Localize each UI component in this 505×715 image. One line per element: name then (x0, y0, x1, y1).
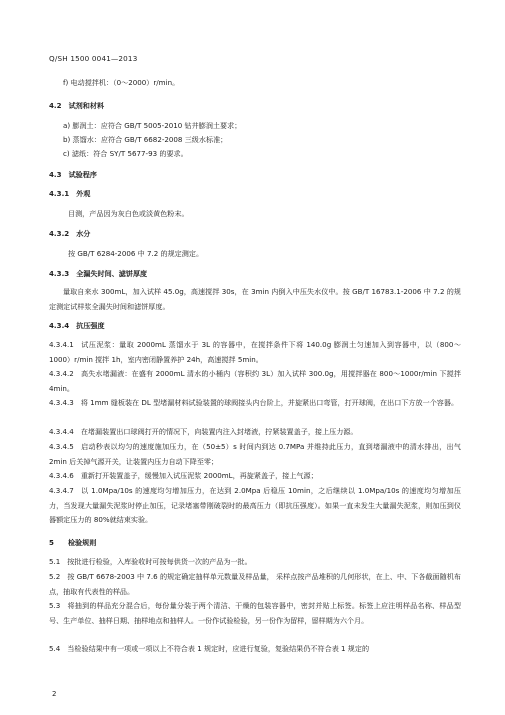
item-number: 4.3.4.7 (49, 486, 74, 495)
item-number: 4.3.4.2 (49, 369, 74, 378)
item-text: 按 GB/T 6678-2003 中 7.6 的规定确定抽样单元数量及样品量， 采样点按产品堆积的几何形状，在上、中、下各截面随机布点，抽取有代表性的样品。 (49, 572, 461, 596)
paragraph-leakage: 量取自来水 300mL，加入试样 45.0g，高速搅拌 30s，在 3min 内倒入中压失水仪中。按 GB/T 16783.1-2006 中 7.2 的规定测定试样浆全漏失时间和滤饼厚度。 (49, 287, 461, 311)
section-heading-4-3-4 (49, 321, 461, 331)
section-title: 外观 (76, 189, 91, 198)
section-title: 抗压强度 (76, 321, 105, 330)
section-title: 水分 (76, 229, 91, 238)
list-item-4-3-4-5 (49, 440, 461, 469)
rule-5-2 (49, 570, 461, 599)
standard-code: Q/SH 1500 0041—2013 (49, 54, 138, 63)
section-number: 4.2 (49, 101, 62, 110)
list-item-4-3-4-1 (49, 338, 461, 367)
section-number: 4.3.2 (49, 229, 70, 238)
section-title: 试验程序 (68, 170, 97, 179)
item-text: 当检验结果中有一项或一项以上不符合表 1 规定时，应进行复验，复验结果仍不符合表 1 规定的 (67, 644, 370, 653)
list-item-4-3-4-4 (49, 425, 461, 440)
item-number: 5.4 (49, 644, 61, 653)
paragraph-appearance: 目测，产品因为灰白色或淡黄色粉末。 (68, 209, 189, 218)
section-title: 全漏失时间、滤饼厚度 (76, 269, 148, 278)
item-text: 重新打开装置盖子，缓慢加入试压泥浆 2000mL，再旋紧盖子，接上气源； (80, 471, 318, 480)
section-heading-4-3-2 (49, 229, 461, 239)
section-heading-4-3 (49, 170, 461, 180)
item-text: 启动秒表以均匀的速度施加压力，在（50±5）s 时间内到达 0.7MPa 并维持此压力，直到堵漏液中的清水排出，出气 2min 后关掉气源开关，让装置内压力自动下降至零； (49, 442, 461, 466)
list-item-f: f) 电动搅拌机：（0～2000）r/min。 (63, 78, 180, 87)
section-heading-4-3-1 (49, 189, 461, 199)
rule-5-1 (49, 555, 461, 570)
item-number: 4.3.4.3 (49, 398, 74, 407)
item-number: 4.3.4.6 (49, 471, 74, 480)
rule-5-4 (49, 642, 461, 657)
item-number: 4.3.4.5 (49, 442, 74, 451)
section-title: 检验规则 (67, 538, 97, 547)
paragraph-moisture: 按 GB/T 6284-2006 中 7.2 的规定测定。 (68, 249, 204, 258)
page-number: 2 (52, 690, 57, 698)
item-number: 4.3.4.1 (49, 340, 74, 349)
section-heading-4-3-3 (49, 269, 461, 279)
section-number: 4.3.1 (49, 189, 70, 198)
item-text: 将抽到的样品充分混合后，每份量分装于两个清洁、干燥的包装容器中，密封并贴上标签。标签上应注明样品名称、样品型号、生产单位、抽样日期、抽样地点和抽样人。一份作试验检验，另一份作为留样，留样期为六个月。 (49, 601, 461, 625)
section-heading-4-2 (49, 101, 461, 111)
item-text: 在堵漏装置出口球阀打开的情况下，向装置内注入封堵液，拧紧装置盖子，接上压力源。 (80, 427, 358, 436)
section-title: 试剂和材料 (68, 101, 105, 110)
item-text: 按批进行检验，入库验收时可按每供货一次的产品为一批。 (67, 557, 252, 566)
list-item-c: c) 滤纸：符合 SY/T 5677-93 的要求。 (63, 149, 188, 158)
section-heading-5 (49, 538, 461, 548)
item-number: 4.3.4.4 (49, 427, 74, 436)
section-number: 4.3.3 (49, 269, 70, 278)
item-text: 试压泥浆：量取 2000mL 蒸馏水于 3L 的容器中，在搅拌条件下将 140.0g 膨润土匀速加入到容器中，以（800～1000）r/min 搅拌 1h，室内密闭静置养护 24h，高速搅拌 5min。 (49, 340, 461, 364)
item-number: 5.3 (49, 601, 61, 610)
item-text: 以 1.0Mpa/10s 的速度均匀增加压力，在达到 2.0Mpa 后稳压 10min，之后继续以 1.0Mpa/10s 的速度均匀增加压力，当发现大量漏失泥浆时停止加压，记录堵塞带刚破裂时的最高压力（即抗压强度）。如果一直未发生大量漏失泥浆，则加压到仪器额定压力的 80%就结束实验。 (49, 486, 461, 524)
section-number: 5 (49, 538, 54, 547)
section-number: 4.3 (49, 170, 62, 179)
list-item-4-3-4-2 (49, 367, 461, 396)
item-number: 5.1 (49, 557, 61, 566)
list-item-b: b) 蒸馏水：应符合 GB/T 6682-2008 三级水标准； (63, 135, 228, 144)
item-number: 5.2 (49, 572, 61, 581)
item-text: 高失水堵漏液：在盛有 2000mL 清水的小桶内（容积约 3L）加入试样 300.0g，用搅拌器在 800～1000r/min 下搅拌 4min。 (49, 369, 461, 393)
list-item-4-3-4-7 (49, 484, 461, 528)
item-text: 将 1mm 缝板装在 DL 型堵漏材料试验装置的球阀接头内台阶上，并旋紧出口弯管，打开球阀，在出口下方放一个容器。 (80, 398, 459, 407)
section-number: 4.3.4 (49, 321, 70, 330)
rule-5-3 (49, 599, 461, 628)
list-item-4-3-4-3 (49, 396, 461, 411)
list-item-4-3-4-6 (49, 469, 461, 484)
list-item-a: a) 膨润土：应符合 GB/T 5005-2010 钻井膨润土要求； (63, 121, 242, 130)
